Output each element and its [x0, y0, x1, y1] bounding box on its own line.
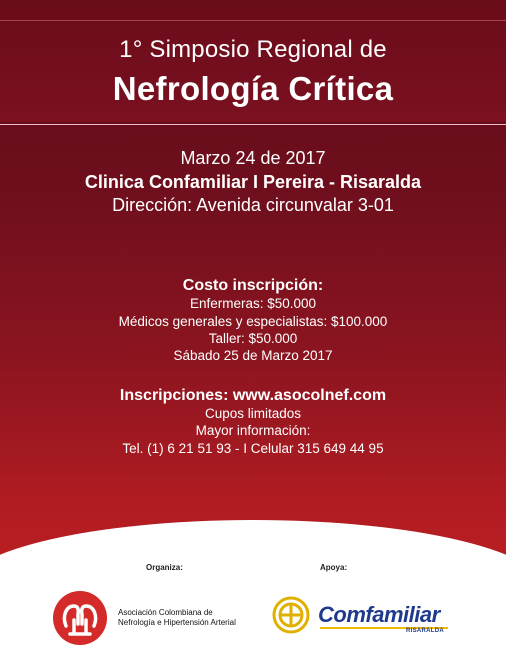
comfamiliar-emblem-icon	[272, 596, 310, 634]
organizer-name-line1: Asociación Colombiana de	[118, 608, 213, 617]
event-address: Dirección: Avenida circunvalar 3-01	[112, 195, 394, 215]
registration-title: Inscripciones: www.asocolnef.com	[119, 387, 387, 404]
sponsor-name: Comfamiliar	[318, 602, 440, 627]
registration-more-info: Mayor información:	[195, 423, 311, 438]
cost-item-workshop: Taller: $50.000	[208, 331, 298, 346]
organizer-name	[118, 608, 236, 628]
cost-item-workshop-date: Sábado 25 de Marzo 2017	[173, 348, 333, 363]
event-title-line1: 1° Simposio Regional de	[119, 36, 387, 63]
organiza-label: Organiza:	[146, 563, 183, 572]
cost-item-doctors: Médicos generales y especialistas: $100.000	[118, 314, 388, 329]
top-divider	[0, 20, 506, 21]
cost-item-nurses: Enfermeras: $50.000	[189, 296, 317, 311]
event-venue: Clinica Confamiliar I Pereira - Risaralda	[84, 172, 422, 192]
apoya-label: Apoya:	[320, 563, 348, 572]
event-title-line2: Nefrología Crítica	[112, 70, 394, 107]
registration-limited: Cupos limitados	[204, 406, 302, 421]
registration-phone: Tel. (1) 6 21 51 93 - I Celular 315 649 44 95	[122, 441, 384, 456]
cost-title: Costo inscripción:	[182, 277, 324, 294]
sponsor-region: RISARALDA	[406, 628, 445, 634]
header-divider	[0, 124, 506, 125]
kidney-logo-icon	[52, 590, 108, 646]
event-date: Marzo 24 de 2017	[180, 148, 326, 168]
organizer-name-line2: Nefrología e Hipertensión Arterial	[118, 618, 236, 627]
